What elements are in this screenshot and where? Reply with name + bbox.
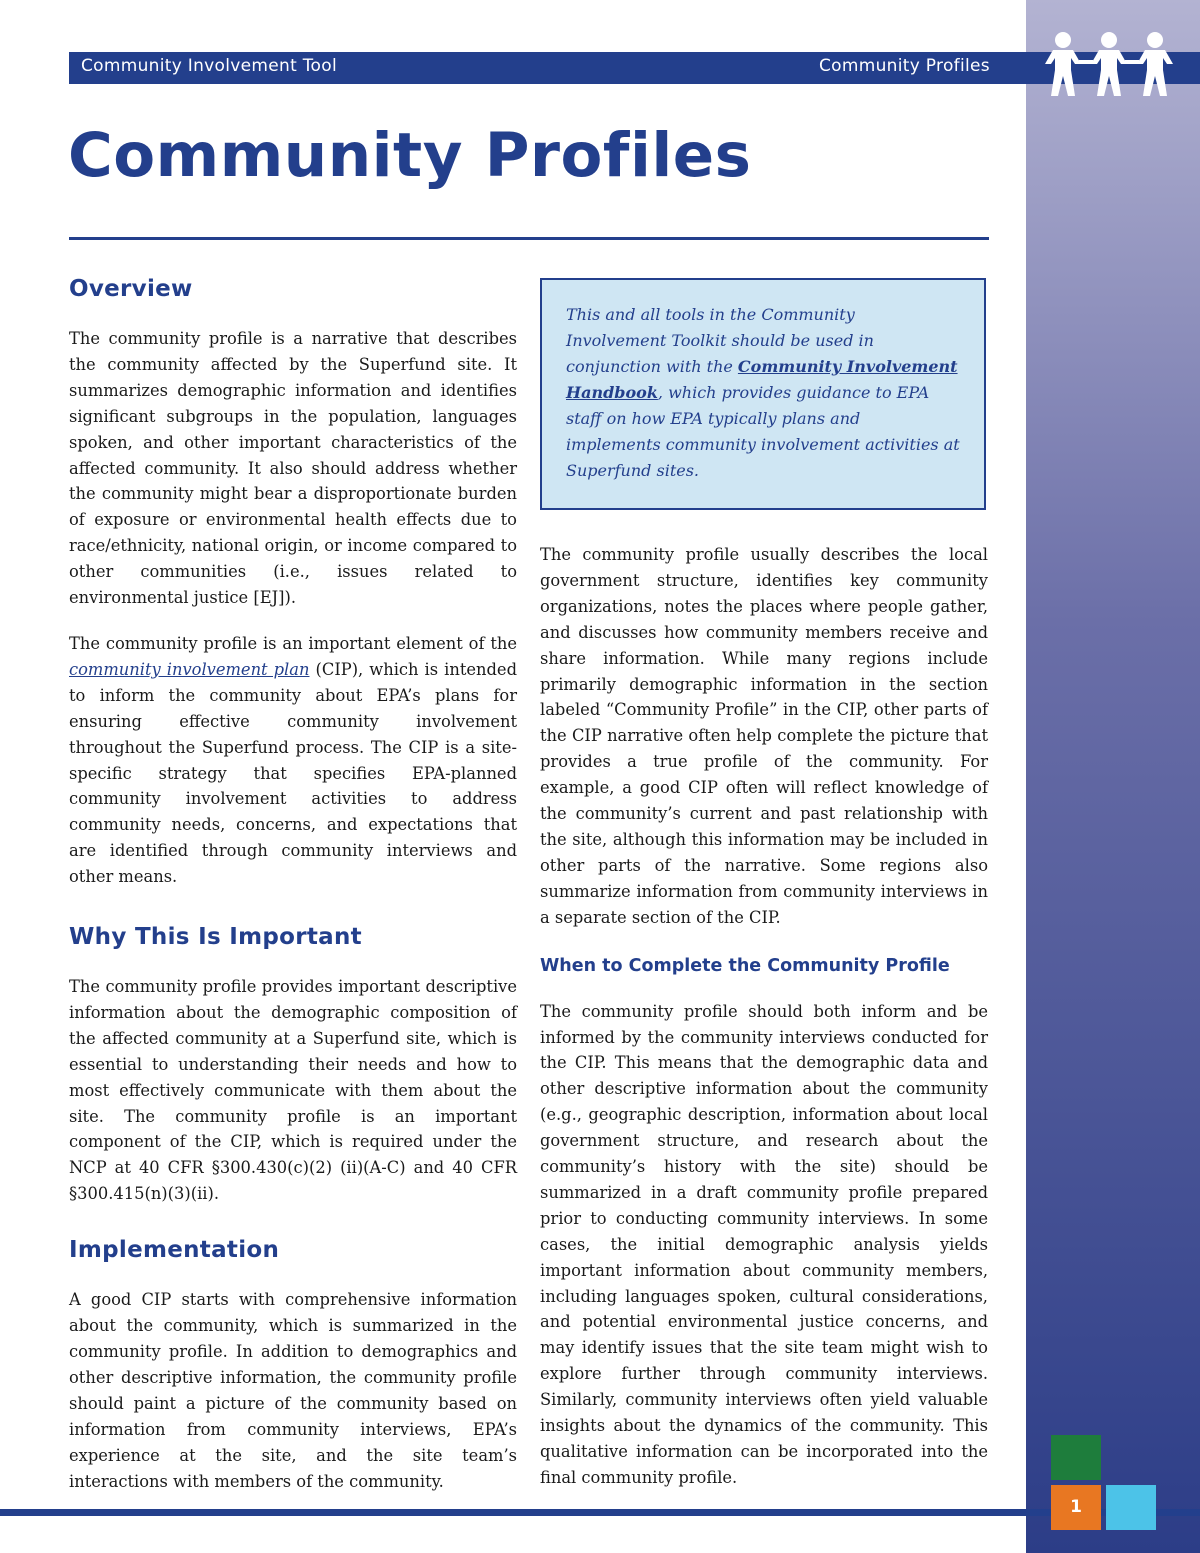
cip-link[interactable]: community involvement plan [69,659,310,679]
right-paragraph-1: The community profile usually describes the local government structure, identifies key community organizations, notes the places where people gather, and discusses how community members receive and share information. While many regions include primarily demographic information in the section labeled “Community Profile” in the CIP, other parts of the CIP narrative often help complete the picture that provides a true profile of the community. For example, a good CIP often will reflect knowledge of the community’s current and past relationship with the site, although this information may be included in other parts of the narrative. Some regions also summarize information from community interviews in a separate section of the CIP. [540,545,988,927]
blue-square [1106,1485,1156,1530]
green-square [1051,1435,1101,1480]
page-number: 1 [1051,1485,1101,1530]
footer-rule [0,1509,1200,1516]
header-tool-label: Community Involvement Tool [81,56,337,76]
callout-text-before: This and all tools in the Community Involvement Toolkit should be used in conjunction with the [566,305,874,376]
overview-p2-text-before: The community profile is an important element of the [69,633,517,653]
header-band [69,52,1200,84]
right-paragraph-2: The community profile should both inform and be informed by the community interviews conducted for the CIP. This means that the demographic data and other descriptive information about the community (e.g., geographic description, information about local government structure, and research about the community’s history with the site) should be summarized in a draft community profile prepared prior to conducting community interviews. In some cases, the initial demographic analysis yields important information about community members, including languages spoken, cultural considerations, and potential environmental justice concerns, and may identify issues that the site team might wish to explore further through community interviews. Similarly, community interviews often yield valuable insights about the dynamics of the community. This qualitative information can be incorporated into the final community profile. [540,1001,988,1487]
left-column [69,272,517,1494]
overview-p2-text-after: (CIP), which is intended to inform the community about EPA’s plans for ensuring effective community involvement throughout the Superfund process. The CIP is a site-specific strategy that specifies EPA-planned community involvement activities to address community needs, concerns, and expectations that are identified through community interviews and other means. [69,659,517,887]
when-to-complete-heading: When to Complete the Community Profile [540,955,950,976]
toolkit-callout-box [540,278,986,510]
page-title: Community Profiles [68,120,752,191]
why-paragraph: The community profile provides important descriptive information about the demographic composition of the affected community at a Superfund site, which is essential to understanding their needs and how to most effectively communicate with them about the site. The community profile is an important component of the CIP, which is required under the NCP at 40 CFR §300.430(c)(2) (ii)(A-C) and 40 CFR §300.415(n)(3)(ii). [69,977,517,1204]
implementation-heading: Implementation [69,1237,280,1264]
why-heading: Why This Is Important [69,924,362,951]
overview-paragraph-2 [69,631,517,890]
header-section-label: Community Profiles [819,56,990,76]
right-column [540,278,988,1491]
side-gradient-strip [1026,0,1200,1553]
handbook-link[interactable]: Community Involvement Handbook [566,357,958,402]
overview-paragraph-1: The community profile is a narrative that describes the community affected by the Superfund site. It summarizes demographic information and identifies significant subgroups in the population, languages spoken, and other important characteristics of the affected community. It also should address whether the community might bear a disproportionate burden of exposure or environmental health effects due to race/ethnicity, national origin, or income compared to other communities (i.e., issues related to environmental justice [EJ]). [69,329,517,608]
implementation-paragraph: A good CIP starts with comprehensive information about the community, which is summarized in the community profile. In addition to demographics and other descriptive information, the community profile should paint a picture of the community based on information from community interviews, EPA’s experience at the site, and the site team’s interactions with members of the community. [69,1290,517,1491]
title-divider [69,237,989,240]
people-holding-hands-icon [1040,30,1178,96]
callout-text-after: , which provides guidance to EPA staff on how EPA typically plans and implements community involvement activities at Superfund sites. [566,383,960,480]
overview-heading: Overview [69,276,193,302]
